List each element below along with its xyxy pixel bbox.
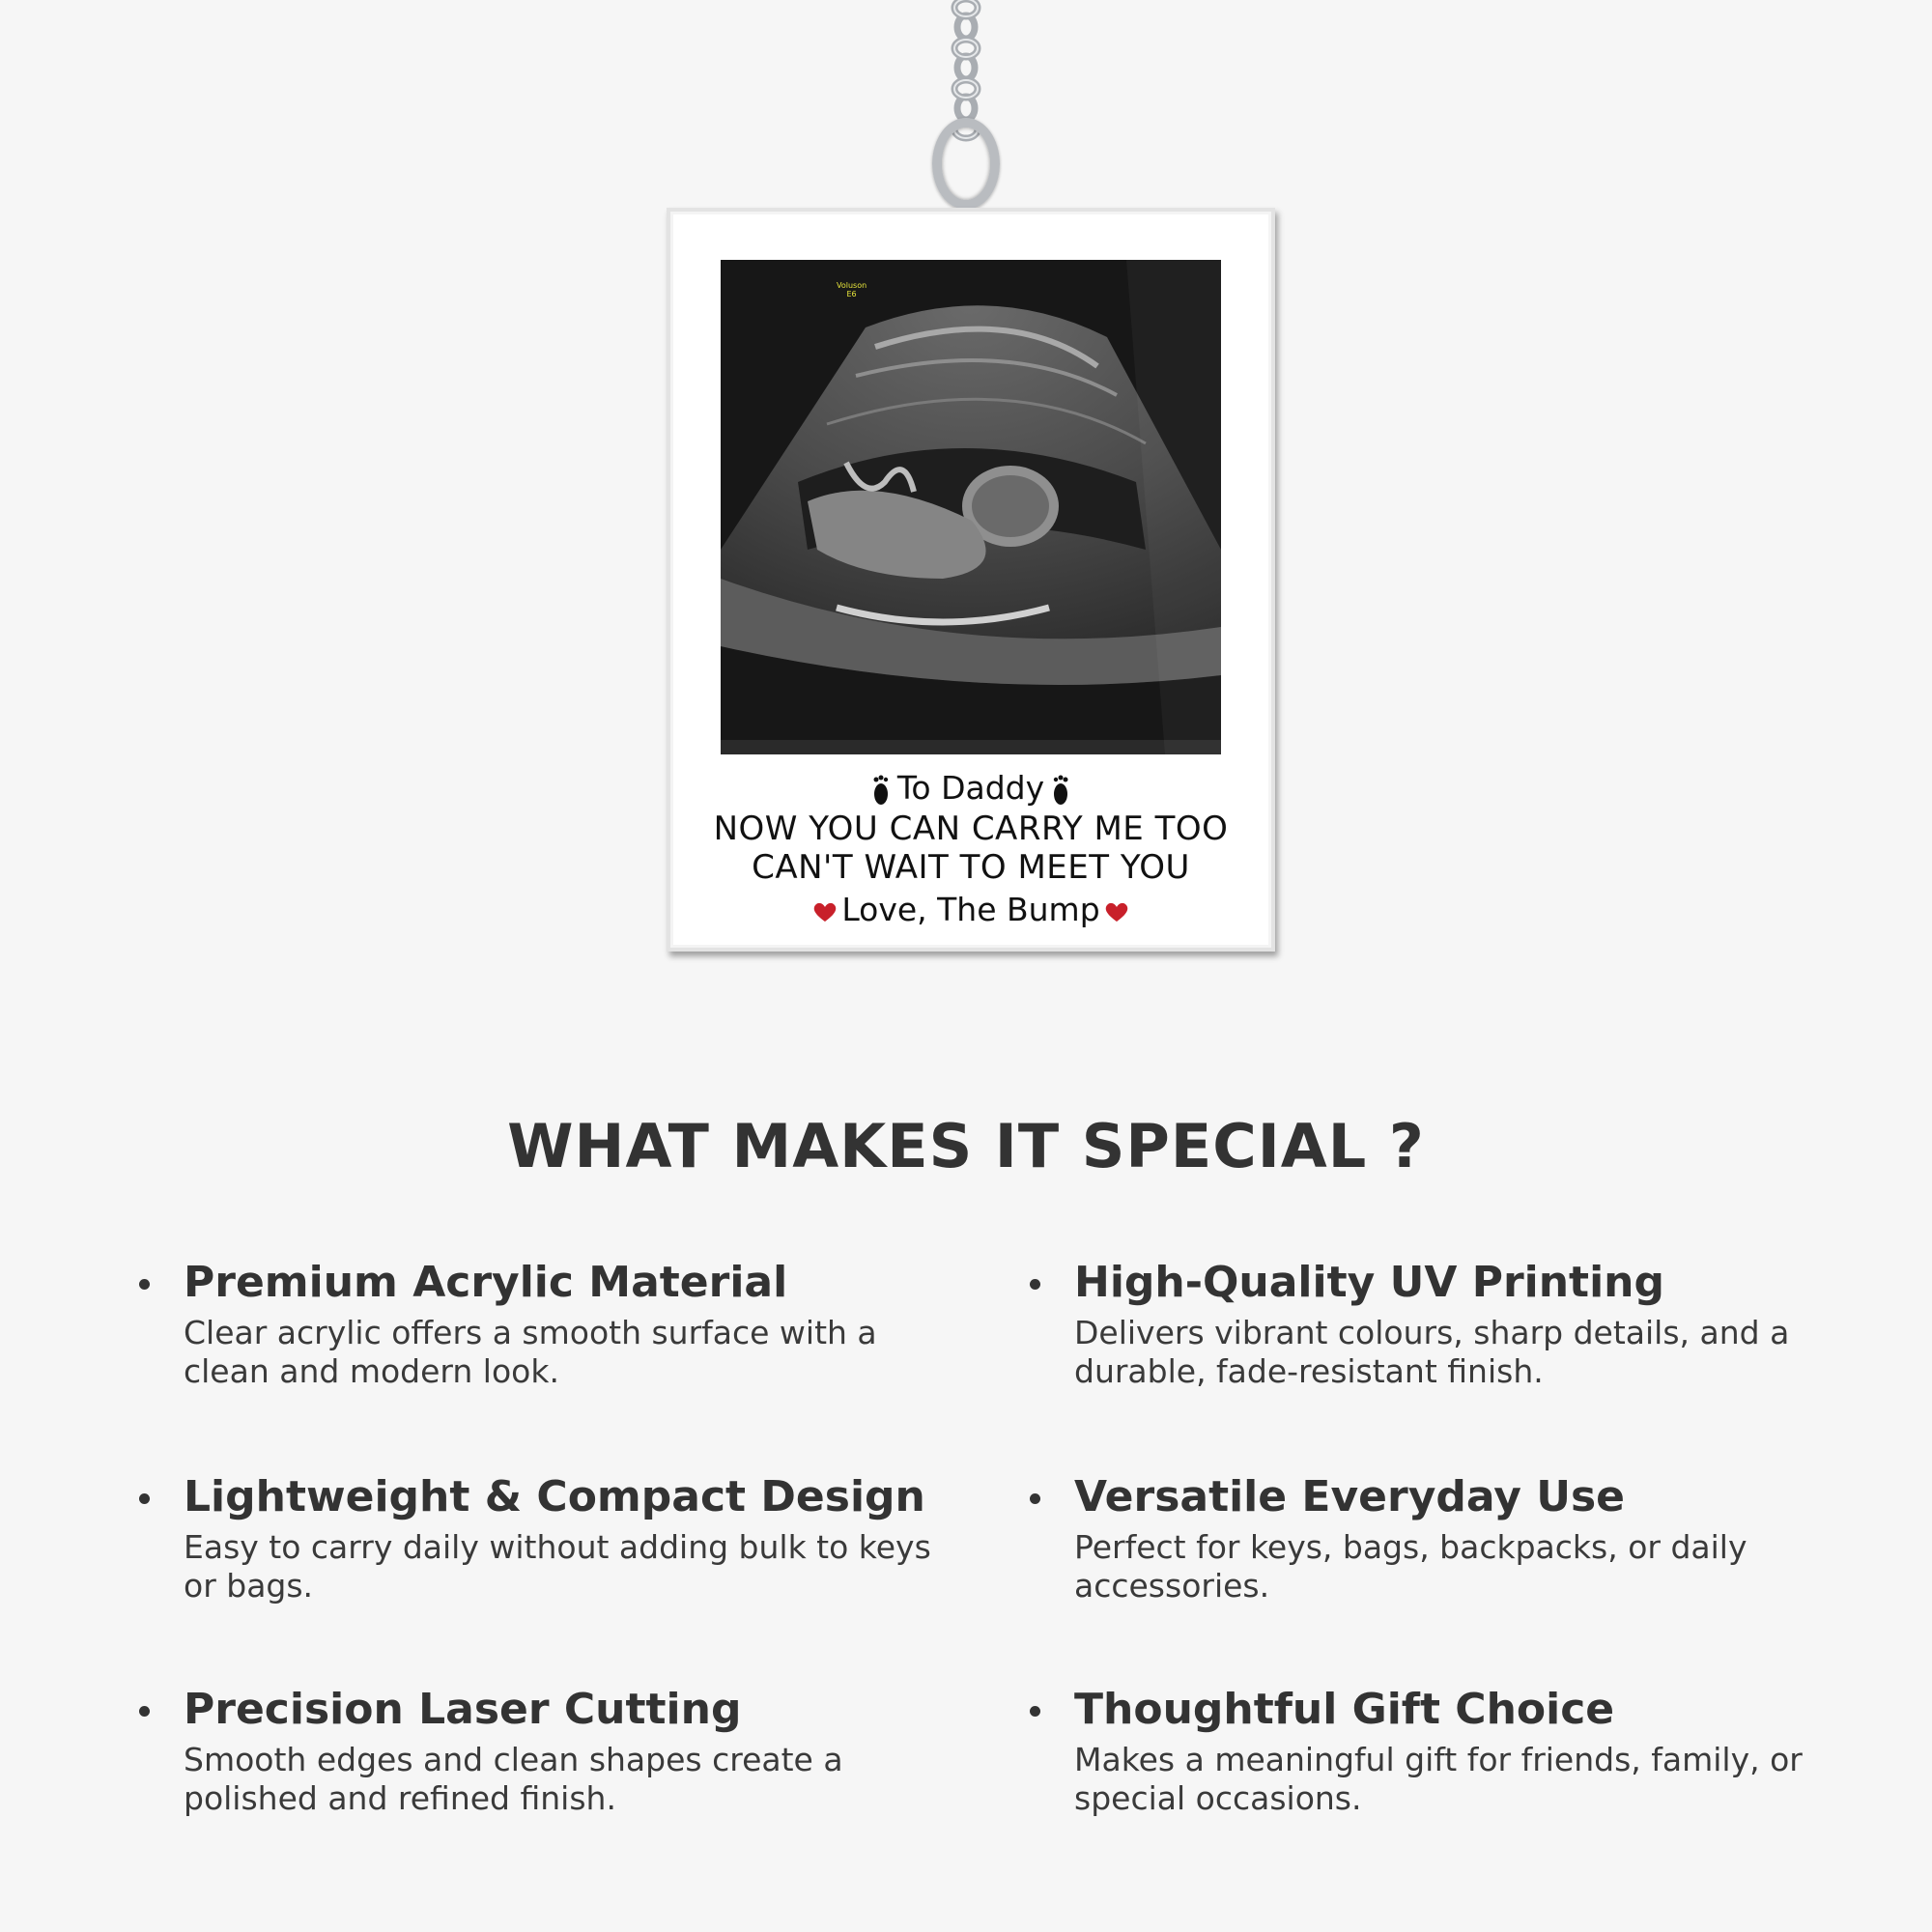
feature-title: Premium Acrylic Material	[184, 1258, 788, 1307]
feature-item-versatile	[1074, 1470, 1828, 1605]
bullet-icon	[1030, 1279, 1040, 1290]
feature-description: Smooth edges and clean shapes create a polished and refined finish.	[184, 1741, 843, 1817]
footprint-icon	[870, 775, 892, 806]
bullet-icon	[1030, 1706, 1040, 1717]
footprint-icon	[1050, 775, 1071, 806]
feature-title: Versatile Everyday Use	[1074, 1472, 1625, 1521]
feature-item-gift-choice	[1074, 1683, 1828, 1818]
feature-description: Delivers vibrant colours, sharp details, and a durable, fade-resistant finish.	[1074, 1314, 1790, 1390]
scan-label-model: E6	[846, 290, 857, 298]
section-title: WHAT MAKES IT SPECIAL ?	[507, 1111, 1425, 1181]
feature-item-uv-printing	[1074, 1256, 1828, 1391]
feature-description: Easy to carry daily without adding bulk to keys or bags.	[184, 1528, 931, 1605]
bullet-icon	[139, 1279, 150, 1290]
love-line	[670, 887, 1271, 933]
scan-label-brand: Voluson	[837, 281, 867, 290]
feature-title: Precision Laser Cutting	[184, 1685, 742, 1734]
feature-title: Lightweight & Compact Design	[184, 1472, 925, 1521]
feature-description: Makes a meaningful gift for friends, family, or special occasions.	[1074, 1741, 1803, 1817]
feature-item-laser-cutting	[184, 1683, 937, 1818]
feature-title: High-Quality UV Printing	[1074, 1258, 1664, 1307]
feature-description: Perfect for keys, bags, backpacks, or daily accessories.	[1074, 1528, 1747, 1605]
feature-item-lightweight	[184, 1470, 937, 1605]
feature-title: Thoughtful Gift Choice	[1074, 1685, 1615, 1734]
to-daddy-line	[670, 767, 1271, 810]
key-ring	[932, 118, 1000, 210]
bullet-icon	[139, 1493, 150, 1504]
feature-item-premium-acrylic	[184, 1256, 937, 1391]
ultrasound-photo	[721, 260, 1221, 754]
scan-label	[837, 281, 867, 298]
heart-icon	[812, 900, 838, 923]
feature-description: Clear acrylic offers a smooth surface with a clean and modern look.	[184, 1314, 877, 1390]
message-line-1: NOW YOU CAN CARRY ME TOO	[713, 810, 1229, 848]
heart-icon	[1104, 900, 1129, 923]
acrylic-keychain	[667, 208, 1275, 952]
tag-message	[670, 767, 1271, 933]
bullet-icon	[139, 1706, 150, 1717]
message-line-2: CAN'T WAIT TO MEET YOU	[752, 848, 1190, 887]
to-daddy-text: To Daddy	[896, 769, 1045, 807]
bullet-icon	[1030, 1493, 1040, 1504]
love-text: Love, The Bump	[841, 891, 1100, 928]
